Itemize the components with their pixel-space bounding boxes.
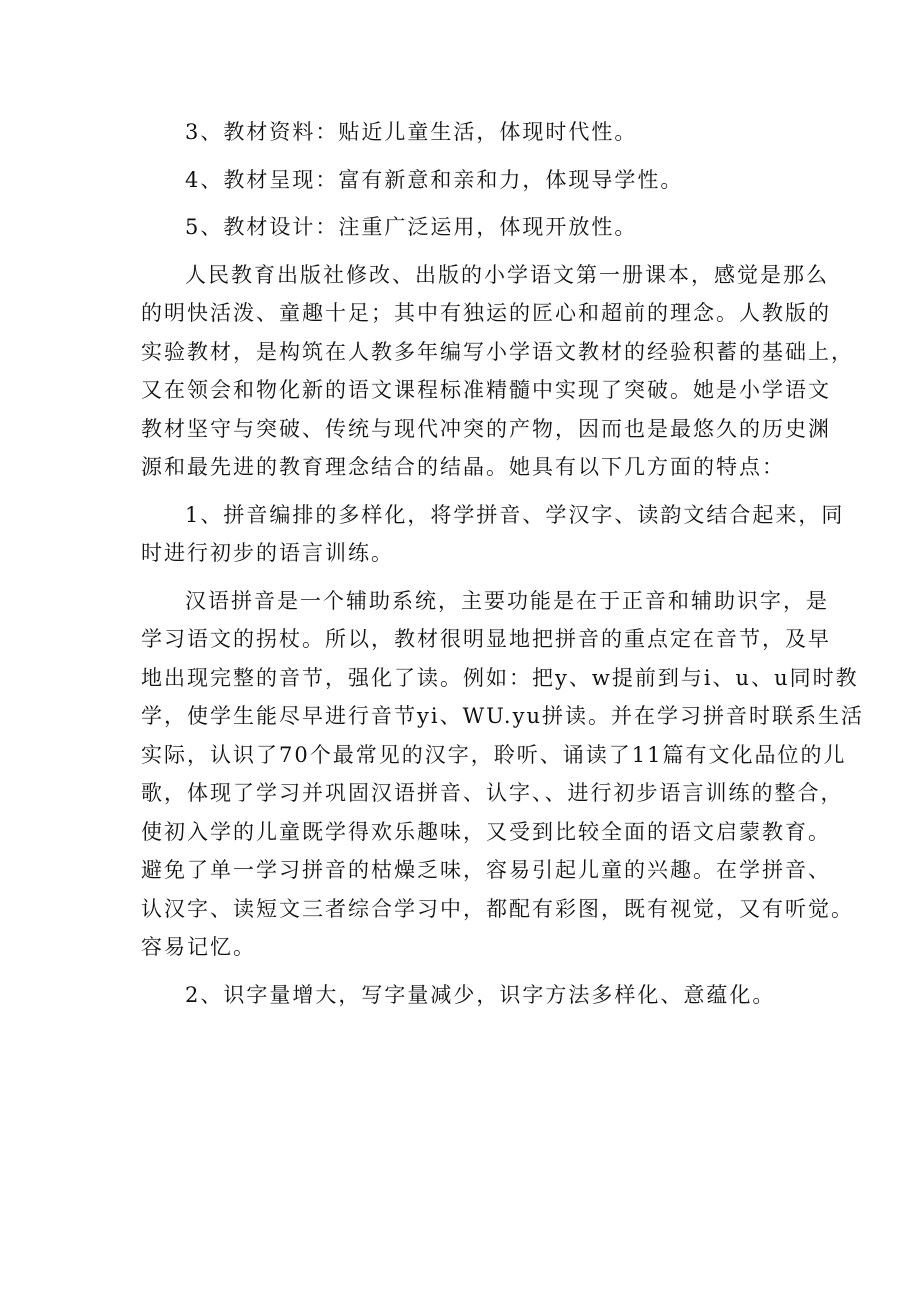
- paragraph-feature-2: [141, 976, 791, 1015]
- text-line: 又在领会和物化新的语文课程标准精髓中实现了突破。她是小学语文: [141, 378, 831, 402]
- paragraph-pinyin: [141, 582, 864, 967]
- text-line: 的明快活泼、童趣十足；其中有独运的匠心和超前的理念。人教版的: [141, 301, 831, 325]
- text-line: 人民教育出版社修改、出版的小学语文第一册课本，感觉是那么: [185, 262, 829, 287]
- document-body: [141, 113, 864, 1014]
- text-line: 容易记忆。: [141, 935, 256, 959]
- text-line: 避免了单一学习拼音的枯燥乏味，容易引起儿童的兴趣。在学拼音、: [141, 858, 831, 882]
- paragraph-intro: [141, 256, 854, 487]
- text-line: 汉语拼音是一个辅助系统，主要功能是在于正音和辅助识字，是: [185, 588, 829, 613]
- paragraph-item-5: [141, 208, 791, 247]
- text-line: 教材坚守与突破、传统与现代冲突的产物，因而也是最悠久的历史渊: [141, 416, 831, 441]
- text-line: 歌，体现了学习并巩固汉语拼音、认字、、进行初步语言训练的整合，: [141, 781, 844, 805]
- text-line: 5、教材设计：注重广泛运用，体现开放性。: [185, 215, 638, 239]
- text-line: 4、教材呈现：富有新意和亲和力，体现导学性。: [185, 167, 684, 192]
- text-line: 源和最先进的教育理念结合的结晶。她具有以下几方面的特点：: [141, 455, 785, 479]
- text-line: 认汉字、读短文三者综合学习中，都配有彩图，既有视觉，又有听觉。: [141, 896, 854, 921]
- paragraph-item-3: [141, 113, 791, 152]
- text-line: 实际，认识了70个最常见的汉字，聆听、诵读了11篇有文化品位的儿: [141, 742, 847, 767]
- text-line: 3、教材资料：贴近儿童生活，体现时代性。: [185, 120, 638, 144]
- text-line: 学，使学生能尽早进行音节yi、WU.yu拼读。并在学习拼音时联系生活: [141, 704, 864, 728]
- text-line: 2、识字量增大，写字量减少，识字方法多样化、意蕴化。: [185, 982, 776, 1007]
- text-line: 学习语文的拐杖。所以，教材很明显地把拼音的重点定在音节，及早: [141, 627, 831, 651]
- text-line: 使初入学的儿童既学得欢乐趣味，又受到比较全面的语文启蒙教育。: [141, 819, 831, 844]
- text-line: 1、拼音编排的多样化，将学拼音、学汉字、读韵文结合起来，同: [185, 502, 845, 527]
- paragraph-item-4: [141, 161, 791, 200]
- paragraph-feature-1: [141, 496, 845, 573]
- text-line: 实验教材，是构筑在人教多年编写小学语文教材的经验积蓄的基础上，: [141, 339, 854, 364]
- text-line: 地出现完整的音节，强化了读。例如：把y、w提前到与i、u、u同时教: [141, 665, 859, 690]
- text-line: 时进行初步的语言训练。: [141, 541, 394, 565]
